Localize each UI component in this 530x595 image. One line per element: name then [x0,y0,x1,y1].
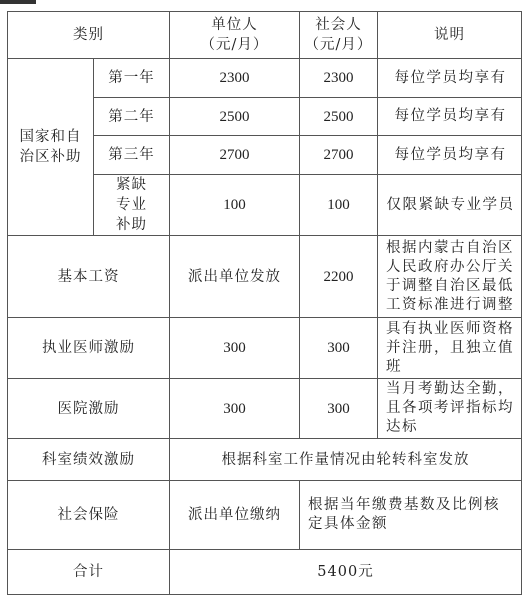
header-social-line1: 社会人 [315,17,362,33]
basic-salary-note: 根据内蒙古自治区人民政府办公厅关于调整自治区最低工资标准进行调整 [378,236,522,318]
subsidy-shortage-name: 紧缺专业补助 [94,175,170,236]
table-row [8,59,522,98]
subsidy-year2-social: 2500 [300,98,378,136]
header-unit-line1: 单位人 [211,17,258,33]
social-insurance-note: 根据当年缴费基数及比例核定具体金额 [300,481,522,550]
top-edge-mark [0,0,36,4]
subsidy-shortage-social: 100 [300,175,378,236]
subsidy-year3-note: 每位学员均享有 [378,136,522,175]
total-value: 5400元 [170,550,522,595]
subsidy-shortage-note: 仅限紧缺专业学员 [378,175,522,236]
subsidy-year1-note: 每位学员均享有 [378,59,522,98]
social-insurance-name: 社会保险 [8,481,170,550]
physician-incentive-name: 执业医师激励 [8,318,170,379]
subsidy-year3-social: 2700 [300,136,378,175]
table-row [8,379,522,439]
table-row [8,439,522,481]
subsidy-shortage-unit: 100 [170,175,300,236]
physician-incentive-social: 300 [300,318,378,379]
table-row [8,481,522,550]
subsidy-year1-unit: 2300 [170,59,300,98]
physician-incentive-unit: 300 [170,318,300,379]
subsidy-group-label: 国家和自治区补助 [8,59,94,236]
subsidy-year3-unit: 2700 [170,136,300,175]
header-unit-person [170,12,300,59]
header-row [8,12,522,59]
hospital-incentive-social: 300 [300,379,378,439]
header-category: 类别 [8,12,170,59]
header-social-line2: （元/月） [304,37,373,53]
physician-incentive-note: 具有执业医师资格并注册，且独立值班 [378,318,522,379]
basic-salary-name: 基本工资 [8,236,170,318]
hospital-incentive-note: 当月考勤达全勤，且各项考评指标均达标 [378,379,522,439]
header-social-person [300,12,378,59]
subsidy-year1-name: 第一年 [94,59,170,98]
hospital-incentive-name: 医院激励 [8,379,170,439]
subsidy-year2-note: 每位学员均享有 [378,98,522,136]
subsidy-year2-name: 第二年 [94,98,170,136]
social-insurance-unit: 派出单位缴纳 [170,481,300,550]
dept-performance-merged: 根据科室工作量情况由轮转科室发放 [170,439,522,481]
header-note: 说明 [378,12,522,59]
dept-performance-name: 科室绩效激励 [8,439,170,481]
subsidy-year2-unit: 2500 [170,98,300,136]
stipend-table [7,11,522,595]
total-row [8,550,522,595]
table-row [8,236,522,318]
header-unit-line2: （元/月） [200,37,269,53]
subsidy-year3-name: 第三年 [94,136,170,175]
total-label: 合计 [8,550,170,595]
basic-salary-unit: 派出单位发放 [170,236,300,318]
hospital-incentive-unit: 300 [170,379,300,439]
basic-salary-social: 2200 [300,236,378,318]
subsidy-year1-social: 2300 [300,59,378,98]
table-row [8,318,522,379]
